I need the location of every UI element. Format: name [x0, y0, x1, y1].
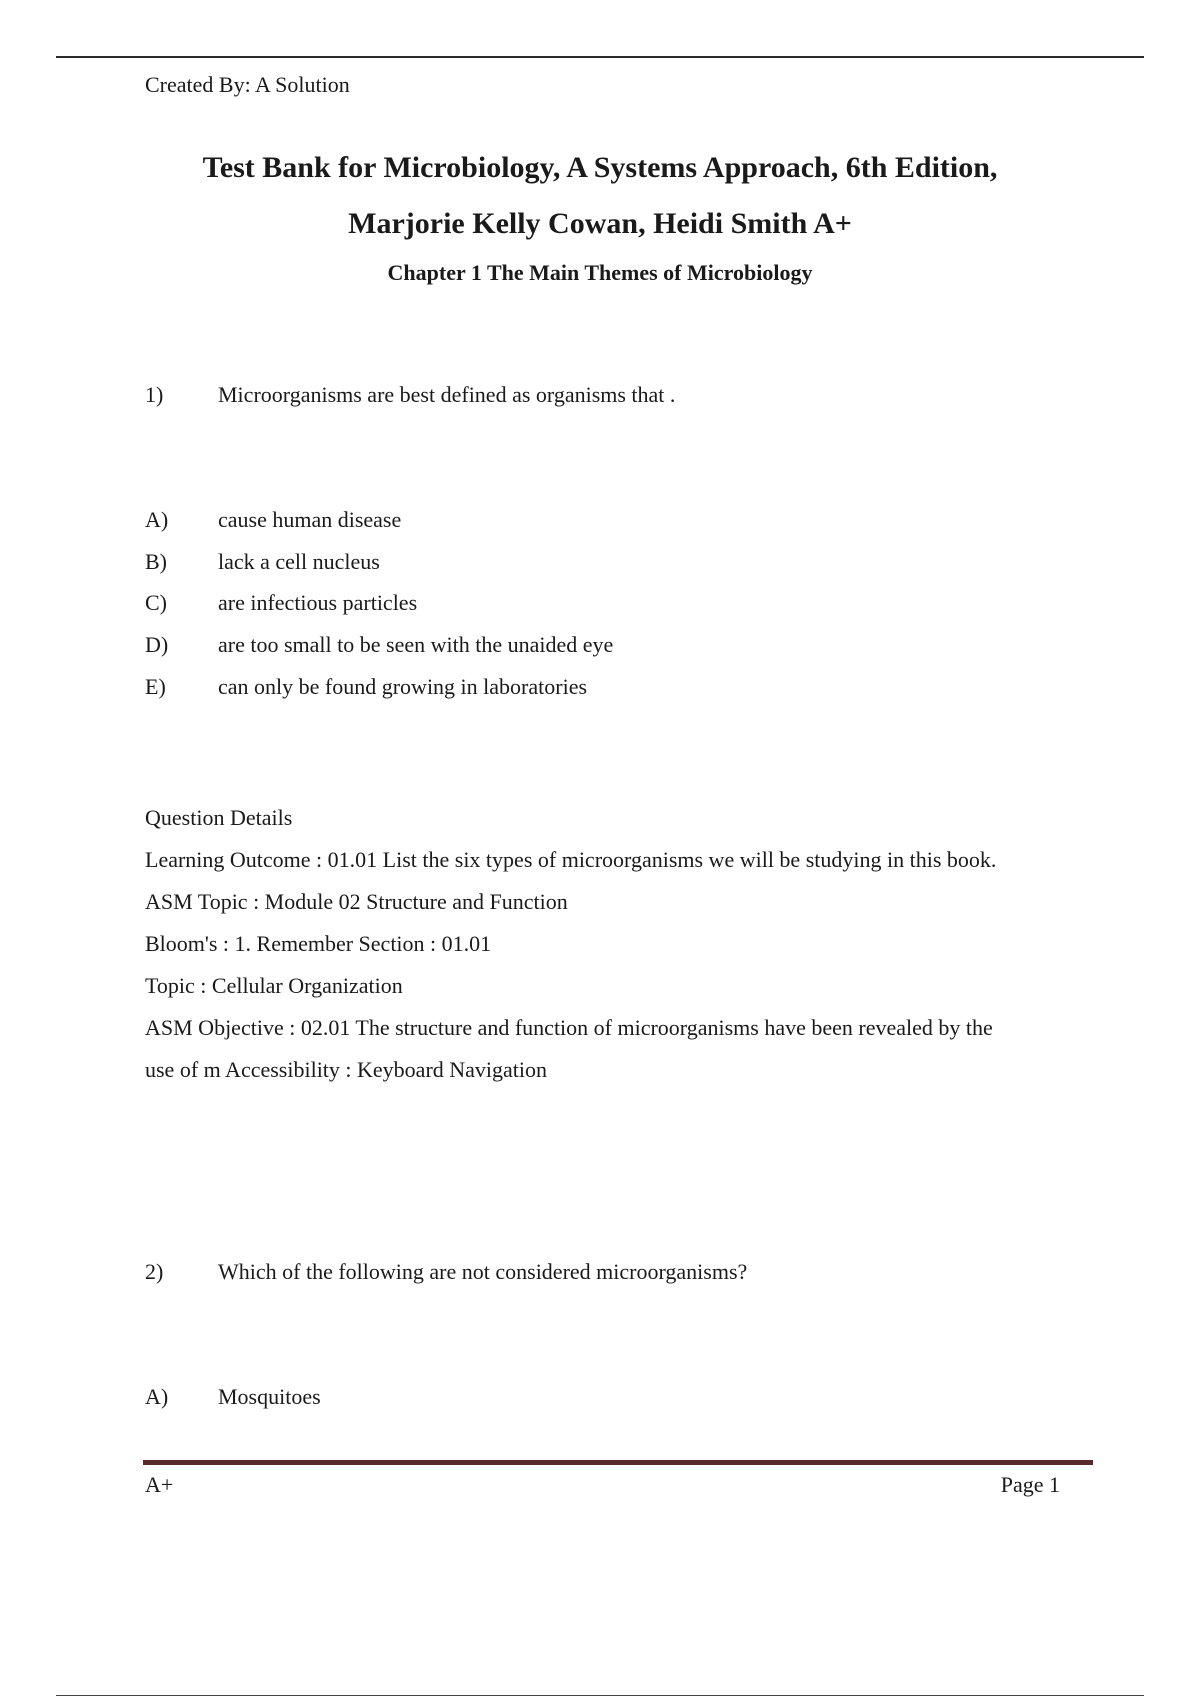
- question-details: [145, 797, 1085, 1091]
- asm-objective-line-2: use of m Accessibility : Keyboard Navigation: [145, 1057, 548, 1082]
- q1-option-c: [145, 588, 417, 618]
- details-heading: Question Details: [145, 805, 293, 830]
- asm-objective-line-1: ASM Objective : 02.01 The structure and function of microorganisms have been revealed by the: [145, 1015, 993, 1040]
- option-text: can only be found growing in laboratories: [218, 674, 588, 699]
- chapter-heading: Chapter 1 The Main Themes of Microbiology: [387, 260, 813, 285]
- page-number: Page 1: [1000, 1472, 1060, 1497]
- question-2: [145, 1257, 747, 1287]
- option-text: are infectious particles: [218, 590, 418, 615]
- option-label: C): [145, 590, 167, 615]
- bottom-rule: [56, 1695, 1144, 1696]
- option-text: lack a cell nucleus: [218, 549, 380, 574]
- created-by: Created By: A Solution: [145, 72, 350, 97]
- q1-option-a: [145, 505, 401, 535]
- option-text: cause human disease: [218, 507, 402, 532]
- blooms-level: Bloom's : 1. Remember Section : 01.01: [145, 931, 492, 956]
- q2-option-a: [145, 1382, 321, 1412]
- learning-outcome: Learning Outcome : 01.01 List the six types of microorganisms we will be studying in this book.: [145, 847, 997, 872]
- title-block: [100, 140, 1100, 290]
- question-text: Which of the following are not considered microorganisms?: [218, 1259, 748, 1284]
- title-line-1: Test Bank for Microbiology, A Systems Approach, 6th Edition,: [202, 151, 998, 184]
- question-text: Microorganisms are best defined as organisms that .: [218, 382, 676, 407]
- option-label: E): [145, 674, 166, 699]
- option-label: A): [145, 1384, 169, 1409]
- top-rule: [56, 56, 1144, 58]
- question-number: 1): [145, 382, 164, 407]
- option-text: Mosquitoes: [218, 1384, 321, 1409]
- option-label: D): [145, 632, 169, 657]
- q1-option-e: [145, 672, 587, 702]
- footer-left-text: A+: [145, 1472, 174, 1497]
- option-label: A): [145, 507, 169, 532]
- topic: Topic : Cellular Organization: [145, 973, 403, 998]
- option-label: B): [145, 549, 167, 574]
- question-number: 2): [145, 1259, 164, 1284]
- asm-topic: ASM Topic : Module 02 Structure and Function: [145, 889, 568, 914]
- q1-option-b: [145, 547, 380, 577]
- title-line-2: Marjorie Kelly Cowan, Heidi Smith A+: [348, 207, 852, 240]
- q1-option-d: [145, 630, 613, 660]
- question-1: [145, 380, 675, 410]
- option-text: are too small to be seen with the unaided eye: [218, 632, 614, 657]
- footer-rule: [143, 1460, 1093, 1465]
